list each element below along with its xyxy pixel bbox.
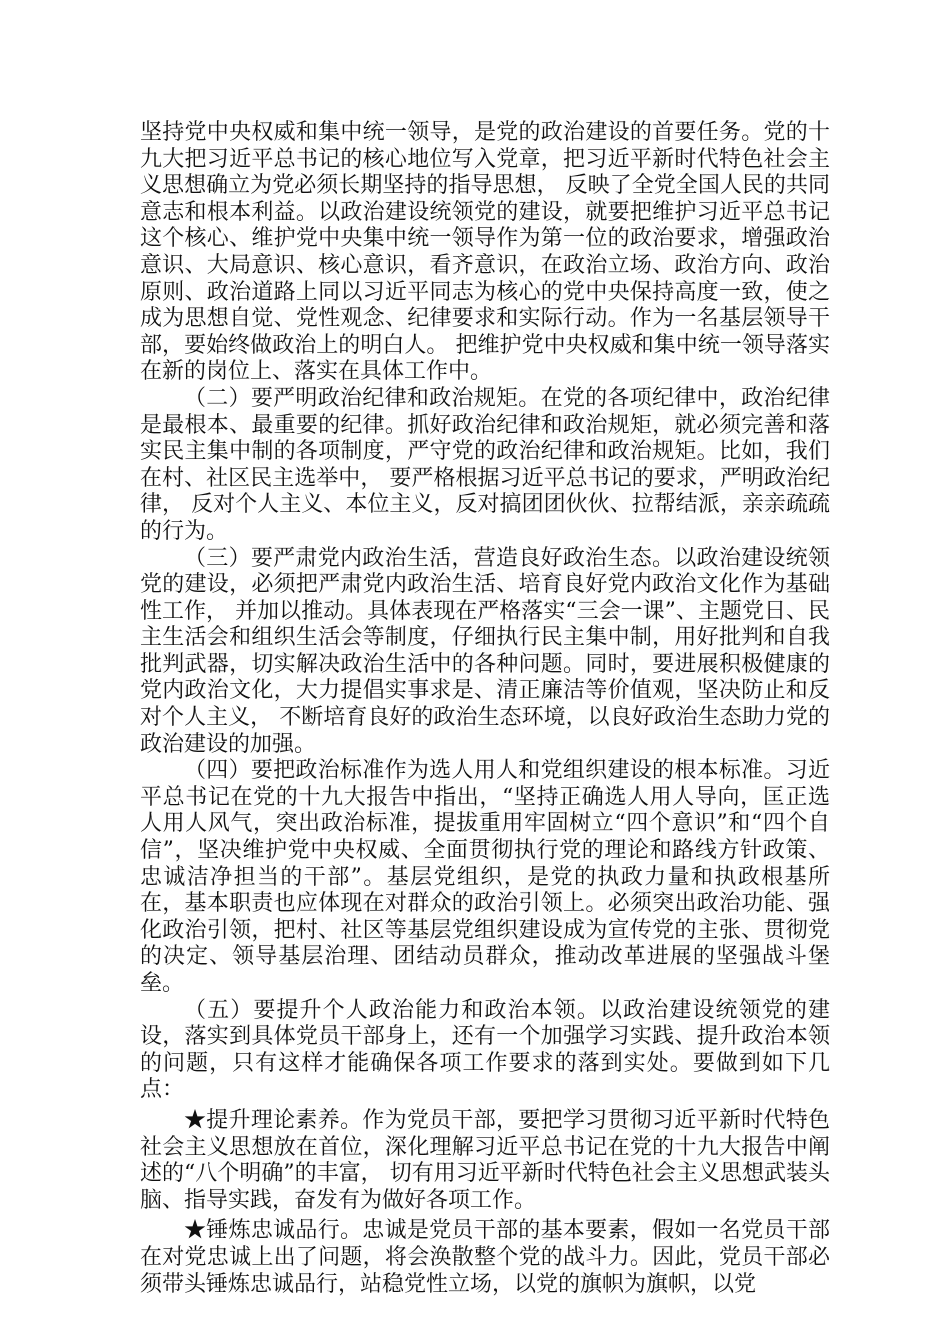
paragraph-core-leadership: 坚持党中央权威和集中统一领导，是党的政治建设的首要任务。党的十九大把习近平总书记的核心地位写入党章，把习近平新时代特色社会主义思想确立为党必须长期坚持的指导思想， 反映了全党全国人民的共同意志和根本利益。以政治建设统领党的建设，就要把维护习近平总书记这个核心、维护党中央集中统一领导作为第一位的政治要求，增强政治意识、大局意识、核心意识，看齐意识，在政治立场、政治方向、政治原则、政治道路上同以习近平同志为核心的党中央保持高度一致，使之成为思想自觉、党性观念、纪律要求和实际行动。作为一名基层领导干部，要始终做政治上的明白人。 把维护党中央权威和集中统一领导落实在新的岗位上、落实在具体工作中。 (140, 120, 830, 385)
document-page (140, 120, 830, 1298)
paragraph-theory-literacy: ★提升理论素养。作为党员干部，要把学习贯彻习近平新时代特色社会主义思想放在首位，深化理解习近平总书记在党的十九大报告中阐述的“八个明确”的丰富， 切有用习近平新时代特色社会主义思想武装头脑、指导实践，奋发有为做好各项工作。 (140, 1107, 830, 1213)
paragraph-political-discipline: （二）要严明政治纪律和政治规矩。在党的各项纪律中，政治纪律是最根本、最重要的纪律。抓好政治纪律和政治规矩，就必须完善和落实民主集中制的各项制度，严守党的政治纪律和政治规矩。比如，我们在村、社区民主选举中， 要严格根据习近平总书记的要求，严明政治纪律， 反对个人主义、本位主义，反对搞团团伙伙、拉帮结派，亲亲疏疏的行为。 (140, 385, 830, 544)
paragraph-loyalty: ★锤炼忠诚品行。忠诚是党员干部的基本要素，假如一名党员干部在对党忠诚上出了问题，将会涣散整个党的战斗力。因此，党员干部必须带头锤炼忠诚品行，站稳党性立场，以党的旗帜为旗帜，以党 (140, 1218, 830, 1297)
paragraph-political-life: （三）要严肃党内政治生活，营造良好政治生态。以政治建设统领党的建设，必须把严肃党内政治生活、培育良好党内政治文化作为基础性工作， 并加以推动。具体表现在严格落实“三会一课”、主题党日、民主生活会和组织生活会等制度，仔细执行民主集中制，用好批判和自我批判武器，切实解决政治生活中的各种问题。同时，要进展积极健康的党内政治文化，大力提倡实事求是、清正廉洁等价值观，坚决防止和反对个人主义， 不断培育良好的政治生态环境，以良好政治生态助力党的政治建设的加强。 (140, 545, 830, 757)
paragraph-political-ability: （五）要提升个人政治能力和政治本领。以政治建设统领党的建设，落实到具体党员干部身上，还有一个加强学习实践、提升政治本领的问题，只有这样才能确保各项工作要求的落到实处。要做到如下几点： (140, 997, 830, 1103)
paragraph-political-standard: （四）要把政治标准作为选人用人和党组织建设的根本标准。习近平总书记在党的十九大报告中指出，“坚持正确选人用人导向，匡正选人用人风气，突出政治标准，提拔重用牢固树立“四个意识”和“四个自信”，坚决维护党中央权威、全面贯彻执行党的理论和路线方针政策、忠诚洁净担当的干部”。基层党组织，是党的执政力量和执政根基所在，基本职责也应体现在对群众的政治引领上。必须突出政治功能、强化政治引领，把村、社区等基层党组织建设成为宣传党的主张、贯彻党的决定、领导基层治理、团结动员群众，推动改革进展的坚强战斗堡垒。 (140, 758, 830, 996)
